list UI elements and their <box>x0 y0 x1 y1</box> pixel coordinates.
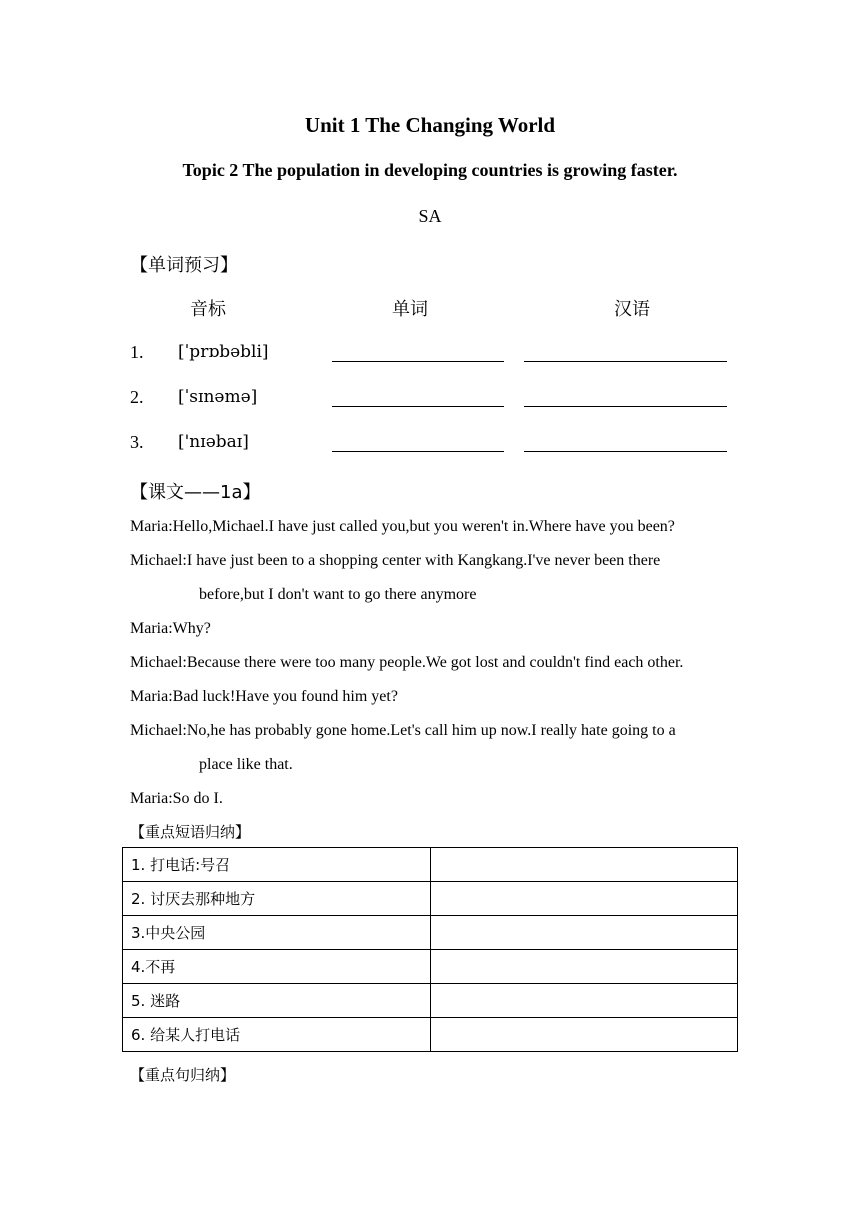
column-chinese: 汉语 <box>614 299 650 320</box>
word-blank[interactable] <box>332 361 504 362</box>
answer-cell[interactable] <box>431 1018 738 1052</box>
table-row <box>123 848 738 882</box>
column-phonetic: 音标 <box>190 299 226 320</box>
table-row <box>123 882 738 916</box>
dialogue-line: Maria:So do I. <box>130 790 223 807</box>
dialogue-line: Michael:Because there were too many people.We got lost and couldn't find each other. <box>130 654 684 671</box>
dialogue-line-continuation: before,but I don't want to go there anymore <box>199 586 477 603</box>
table-row <box>123 950 738 984</box>
vocab-phonetic: [ˈsɪnəmə] <box>178 387 258 407</box>
dialogue-line-text: Michael:I have just been to a shopping center with Kangkang.I've never been there <box>130 552 661 569</box>
vocab-phonetic: ['nɪəbaɪ] <box>178 432 249 452</box>
phrases-table <box>122 847 738 1052</box>
vocab-row <box>0 387 860 417</box>
meaning-blank[interactable] <box>524 451 727 452</box>
dialogue-line <box>130 721 730 775</box>
dialogue-line: Maria:Bad luck!Have you found him yet? <box>130 688 398 705</box>
phrase-cell: 4.不再 <box>123 950 431 984</box>
vocab-heading: 【单词预习】 <box>130 255 238 276</box>
dialogue-line: Maria:Hello,Michael.I have just called you,but you weren't in.Where have you been? <box>130 518 675 535</box>
phrase-cell: 5. 迷路 <box>123 984 431 1018</box>
topic-subtitle: Topic 2 The population in developing countries is growing faster. <box>182 160 678 180</box>
dialogue-line-text: Michael:No,he has probably gone home.Let's call him up now.I really hate going to a <box>130 722 676 739</box>
dialogue-line-continuation: place like that. <box>199 756 293 773</box>
phrase-cell: 2. 讨厌去那种地方 <box>123 882 431 916</box>
word-blank[interactable] <box>332 406 504 407</box>
phrase-cell: 6. 给某人打电话 <box>123 1018 431 1052</box>
answer-cell[interactable] <box>431 950 738 984</box>
sentences-heading: 【重点句归纳】 <box>130 1066 236 1084</box>
dialogue-line: Maria:Why? <box>130 620 211 637</box>
vocab-number: 1. <box>130 342 144 362</box>
answer-cell[interactable] <box>431 882 738 916</box>
document-title: Unit 1 The Changing World <box>304 113 556 137</box>
vocab-phonetic: [ˈprɒbəbli] <box>178 342 269 362</box>
vocab-number: 2. <box>130 387 144 407</box>
answer-cell[interactable] <box>431 848 738 882</box>
table-row <box>123 1018 738 1052</box>
table-row <box>123 916 738 950</box>
phrase-cell: 3.中央公园 <box>123 916 431 950</box>
vocab-row <box>0 342 860 372</box>
phrases-heading: 【重点短语归纳】 <box>130 823 251 841</box>
vocab-number: 3. <box>130 432 144 452</box>
section-label: SA <box>418 206 442 226</box>
word-blank[interactable] <box>332 451 504 452</box>
dialogue-line <box>130 551 730 605</box>
answer-cell[interactable] <box>431 916 738 950</box>
answer-cell[interactable] <box>431 984 738 1018</box>
text-heading: 【课文——1a】 <box>130 482 261 503</box>
meaning-blank[interactable] <box>524 361 727 362</box>
meaning-blank[interactable] <box>524 406 727 407</box>
phrase-cell: 1. 打电话:号召 <box>123 848 431 882</box>
column-word: 单词 <box>392 299 428 320</box>
vocab-row <box>0 432 860 462</box>
table-row <box>123 984 738 1018</box>
